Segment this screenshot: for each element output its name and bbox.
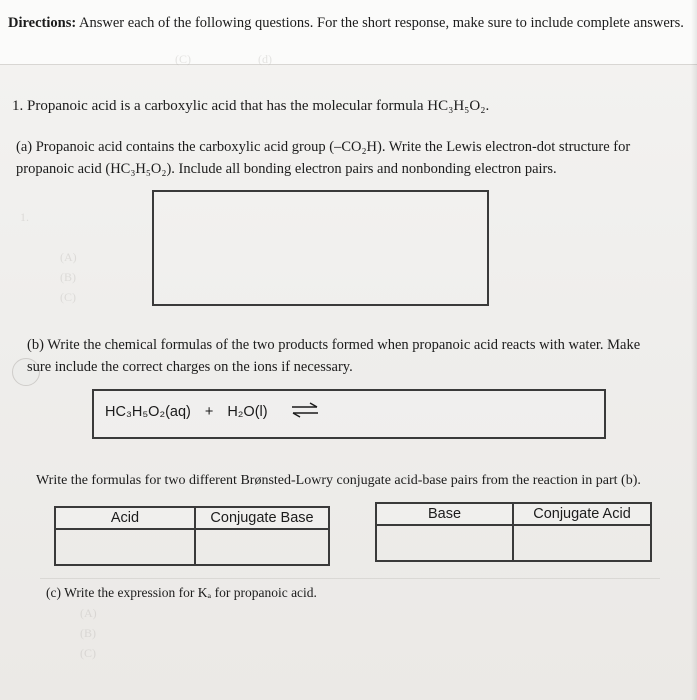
table-header-row [376, 503, 651, 525]
directions-text: Answer each of the following questions. For the short response, make sure to include complete answers. [79, 15, 684, 31]
bleed-through-text: (A) [80, 606, 97, 620]
question-1b-prompt: (b) Write the chemical formulas of the two products formed when propanoic acid reacts with water. Make sure include the correct charges on the ions if necessary. [27, 337, 641, 375]
base-conjugate-acid-table [375, 502, 652, 562]
base-header: Base [376, 503, 513, 525]
plus-sign: + [204, 404, 214, 420]
conjugate-acid-header: Conjugate Acid [513, 503, 651, 525]
table-header-row [55, 507, 329, 529]
reaction-equation-box[interactable] [92, 389, 606, 439]
bleed-through-text: (B) [60, 270, 76, 284]
reactant-propanoic-acid: HC₃H₅O₂(aq) [105, 404, 191, 420]
reactant-water: H₂O(l) [227, 404, 268, 420]
acid-answer-cell[interactable] [55, 529, 195, 565]
table-row [376, 525, 651, 561]
bleed-through-text: (C) [60, 290, 76, 304]
conjugate-base-header: Conjugate Base [195, 507, 329, 529]
conjugate-base-answer-cell[interactable] [195, 529, 329, 565]
acid-conjugate-base-table [54, 506, 330, 566]
bleed-through-text: (d) [258, 52, 272, 66]
bleed-through-text: (C) [80, 646, 96, 660]
question-1c-prompt: (c) Write the expression for Kₐ for propanoic acid. [46, 585, 317, 600]
bleed-through-line [40, 578, 660, 579]
directions [8, 10, 688, 37]
acid-header: Acid [55, 507, 195, 529]
bleed-through-text: (A) [60, 250, 77, 264]
page-edge-shadow [691, 0, 697, 700]
question-1-stem: 1. Propanoic acid is a carboxylic acid that has the molecular formula HC₃H₅O₂. [12, 98, 490, 114]
bronsted-lowry-prompt: Write the formulas for two different Brønsted-Lowry conjugate acid-base pairs from the reaction in part (b). [36, 473, 641, 488]
directions-label: Directions: [8, 15, 77, 31]
question-1a-prompt: (a) Propanoic acid contains the carboxylic acid group (–CO₂H). Write the Lewis electron-dot structure for propanoic acid (HC₃H₅O₂). Include all bonding electron pairs and nonbonding electron pairs. [16, 139, 631, 177]
table-row [55, 529, 329, 565]
bleed-through-text: 1. [20, 210, 29, 224]
bleed-through-text: (B) [80, 626, 96, 640]
bleed-through-text: (C) [175, 52, 191, 66]
equilibrium-arrow-icon [290, 402, 320, 422]
reaction-equation [105, 402, 320, 422]
lewis-structure-answer-box[interactable] [152, 190, 489, 306]
conjugate-acid-answer-cell[interactable] [513, 525, 651, 561]
base-answer-cell[interactable] [376, 525, 513, 561]
